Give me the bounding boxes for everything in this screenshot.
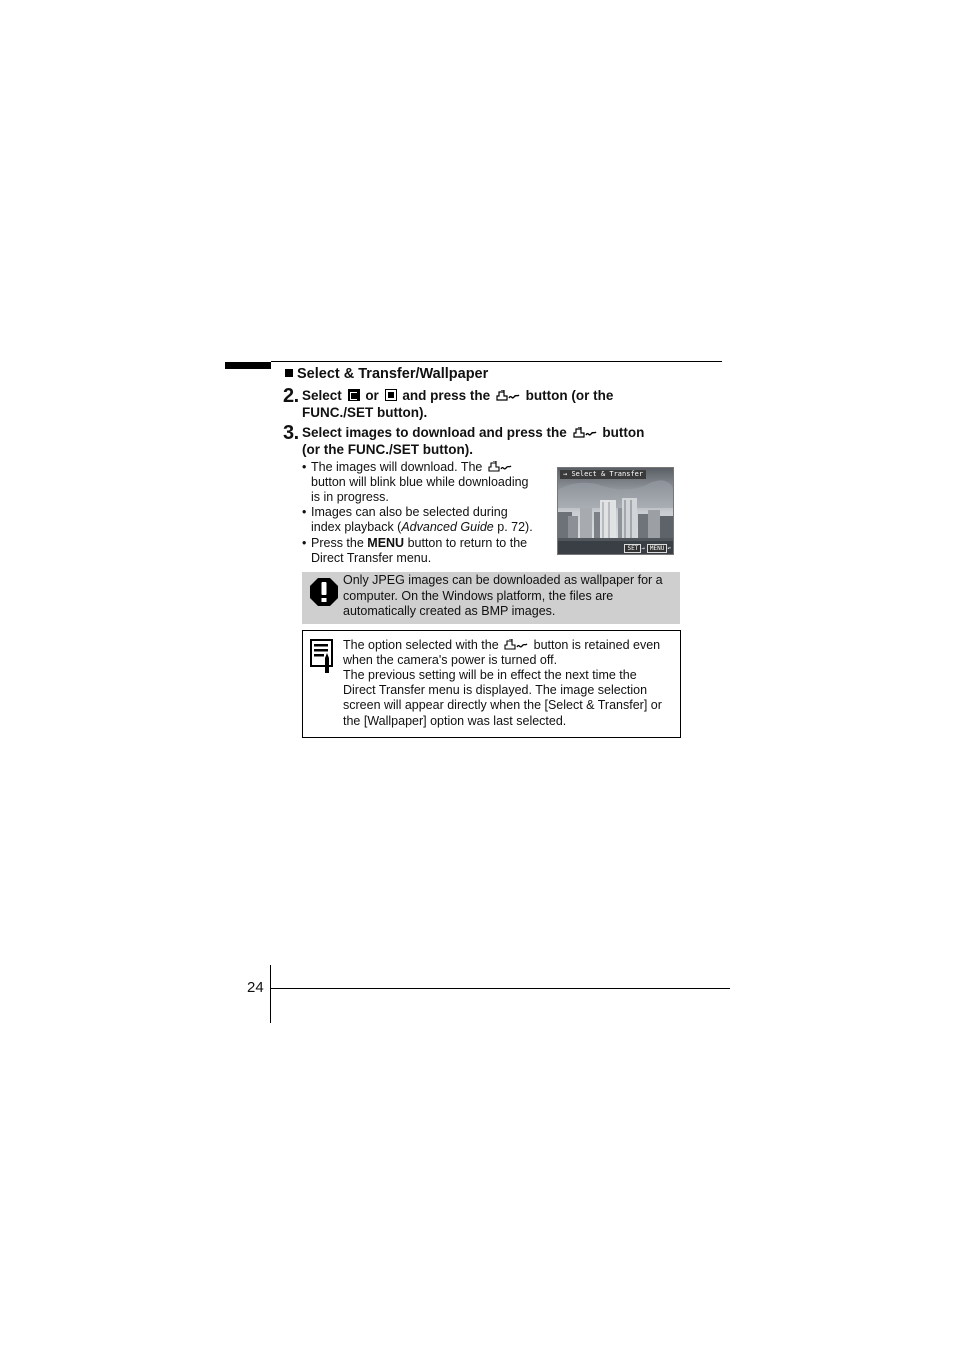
- transfer-mode-icon: [348, 389, 360, 401]
- bullet-1-line-2: button will blink blue while downloading: [311, 475, 529, 489]
- step-2-text: Select or and press the button (or the: [302, 388, 614, 403]
- print-share-icon: [573, 427, 597, 439]
- bullet-2-line-1: Images can also be selected during: [311, 505, 508, 519]
- city-skyline-photo: [558, 468, 674, 555]
- step-3-text: Select images to download and press the button: [302, 425, 645, 440]
- square-bullet-icon: [285, 369, 293, 377]
- note-text-line-6: the [Wallpaper] option was last selected.: [343, 714, 567, 728]
- step-3-text-line2: (or the FUNC./SET button).: [302, 442, 473, 457]
- note-text-line-3: The previous setting will be in effect the next time the: [343, 668, 637, 682]
- caution-text-line-2: computer. On the Windows platform, the files are: [343, 589, 614, 603]
- camera-screen-image: [557, 467, 674, 555]
- print-share-icon: [504, 639, 528, 651]
- bullet-1-line-3: is in progress.: [311, 490, 389, 504]
- screen-title: → Select & Transfer: [560, 470, 646, 479]
- footer-horizontal-rule: [270, 988, 730, 989]
- print-share-icon: [496, 390, 520, 402]
- section-heading: Select & Transfer/Wallpaper: [285, 366, 488, 382]
- step-3-number: 3.: [283, 422, 299, 444]
- caution-icon: [309, 577, 339, 607]
- bullet-1-line-1: The images will download. The: [311, 460, 514, 475]
- caution-box: [302, 572, 680, 624]
- bullet-dot: •: [302, 460, 307, 474]
- note-text-line-4: Direct Transfer menu is displayed. The image selection: [343, 683, 648, 697]
- note-text-line-5: screen will appear directly when the [Select & Transfer] or: [343, 698, 662, 712]
- note-text-line-1: The option selected with the button is retained even: [343, 638, 661, 652]
- header-tab-marker: [225, 362, 271, 369]
- print-share-icon: [488, 461, 512, 473]
- page-number: 24: [247, 979, 264, 996]
- caution-text-line-1: Only JPEG images can be downloaded as wallpaper for a: [343, 573, 663, 587]
- note-memo-icon: [310, 639, 334, 675]
- bullet-3-line-1: Press the MENU button to return to the: [311, 536, 528, 550]
- bullet-dot: •: [302, 536, 307, 550]
- note-box: [302, 630, 681, 738]
- footer-vertical-rule: [270, 965, 271, 1023]
- bullet-dot: •: [302, 505, 307, 519]
- screen-footer: SET → MENU ↶: [622, 545, 671, 552]
- step-2-text-line2: FUNC./SET button).: [302, 405, 428, 420]
- bullet-2-line-2: index playback (Advanced Guide p. 72).: [311, 520, 533, 534]
- step-2-number: 2.: [283, 385, 299, 407]
- note-text-line-2: when the camera's power is turned off.: [343, 653, 558, 667]
- wallpaper-mode-icon: [385, 389, 397, 401]
- caution-text-line-3: automatically created as BMP images.: [343, 604, 556, 618]
- bullet-3-line-2: Direct Transfer menu.: [311, 551, 432, 565]
- header-rule: [271, 361, 722, 362]
